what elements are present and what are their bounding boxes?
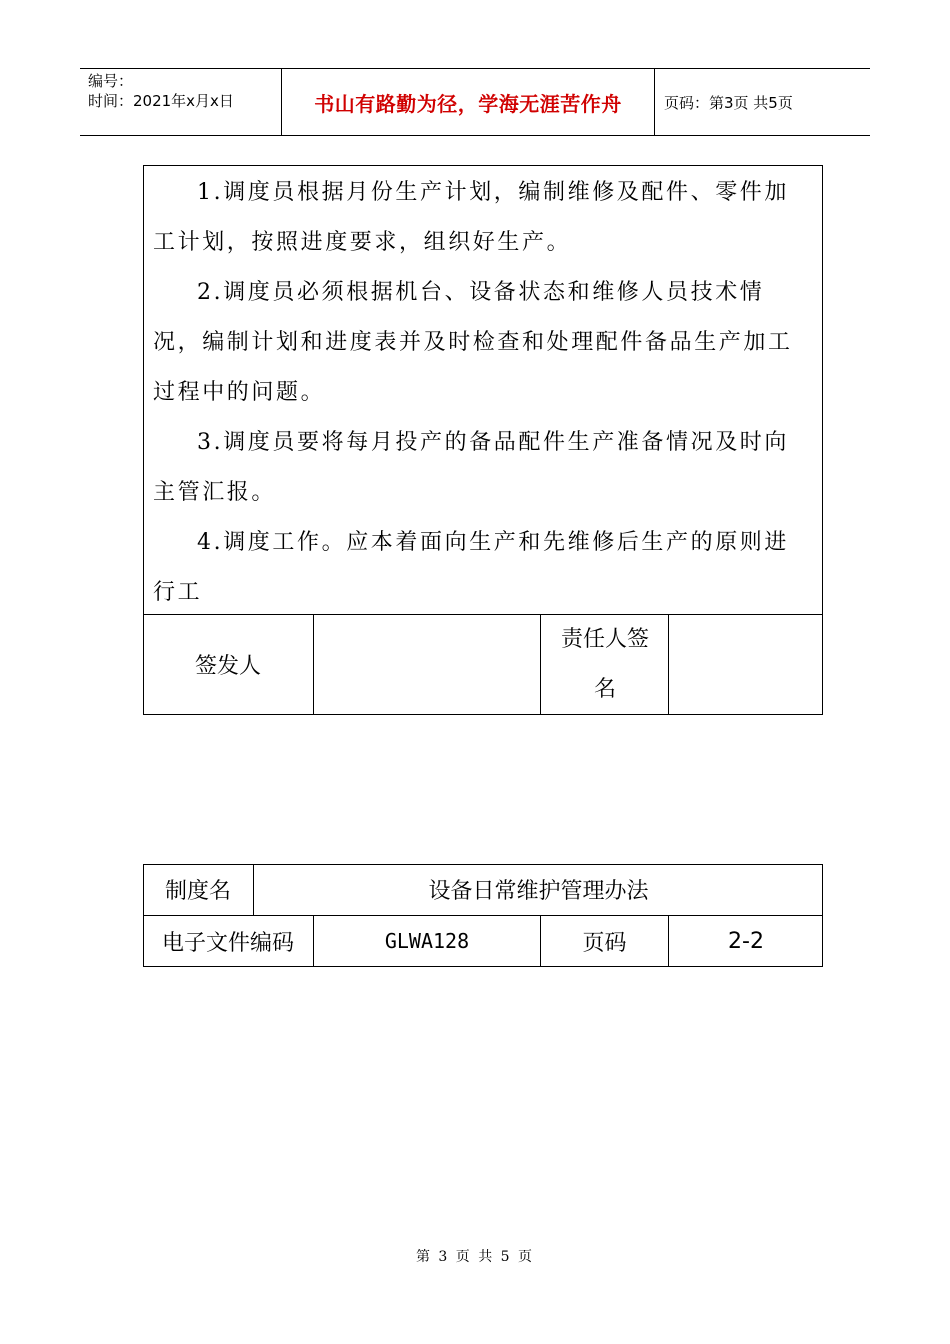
issuer-value (314, 614, 540, 715)
file-code-value: GLWA128 (384, 929, 470, 953)
page-code-value: 2-2 (728, 928, 764, 954)
content-paragraph: 4.调度工作。应本着面向生产和先维修后生产的原则进行工 (153, 530, 789, 605)
content-paragraph: 1.调度员根据月份生产计划，编制维修及配件、零件加工计划，按照进度要求，组织好生产。 (153, 180, 789, 255)
policy-name-label: 制度名 (164, 879, 231, 904)
header-meta (88, 71, 234, 111)
document-number-label: 编号： (88, 72, 134, 90)
header-divider (654, 68, 655, 136)
header-page-label: 页码：第3页 共5页 (664, 93, 793, 112)
header-divider (281, 68, 282, 136)
policy-name-value: 设备日常维护管理办法 (428, 879, 649, 904)
responsible-signature-value (669, 614, 823, 715)
table-col-divider (540, 614, 541, 715)
page-footer: 第 3 页 共 5 页 (415, 1249, 535, 1265)
content-paragraph: 2.调度员必须根据机台、设备状态和维修人员技术情况，编制计划和进度表并及时检查和处理配件备品生产加工过程中的问题。 (153, 280, 793, 405)
content-body (153, 168, 813, 618)
responsible-signature-label: 责任人签名 (560, 626, 649, 702)
page-code-label: 页码 (582, 930, 627, 956)
document-time-label: 时间：2021年x月x日 (88, 92, 234, 110)
file-code-label: 电子文件编码 (161, 930, 294, 956)
header-motto: 书山有路勤为径，学海无涯苦作舟 (314, 91, 622, 116)
content-paragraph: 3.调度员要将每月投产的备品配件生产准备情况及时向主管汇报。 (153, 430, 789, 505)
issuer-label: 签发人 (194, 654, 261, 679)
